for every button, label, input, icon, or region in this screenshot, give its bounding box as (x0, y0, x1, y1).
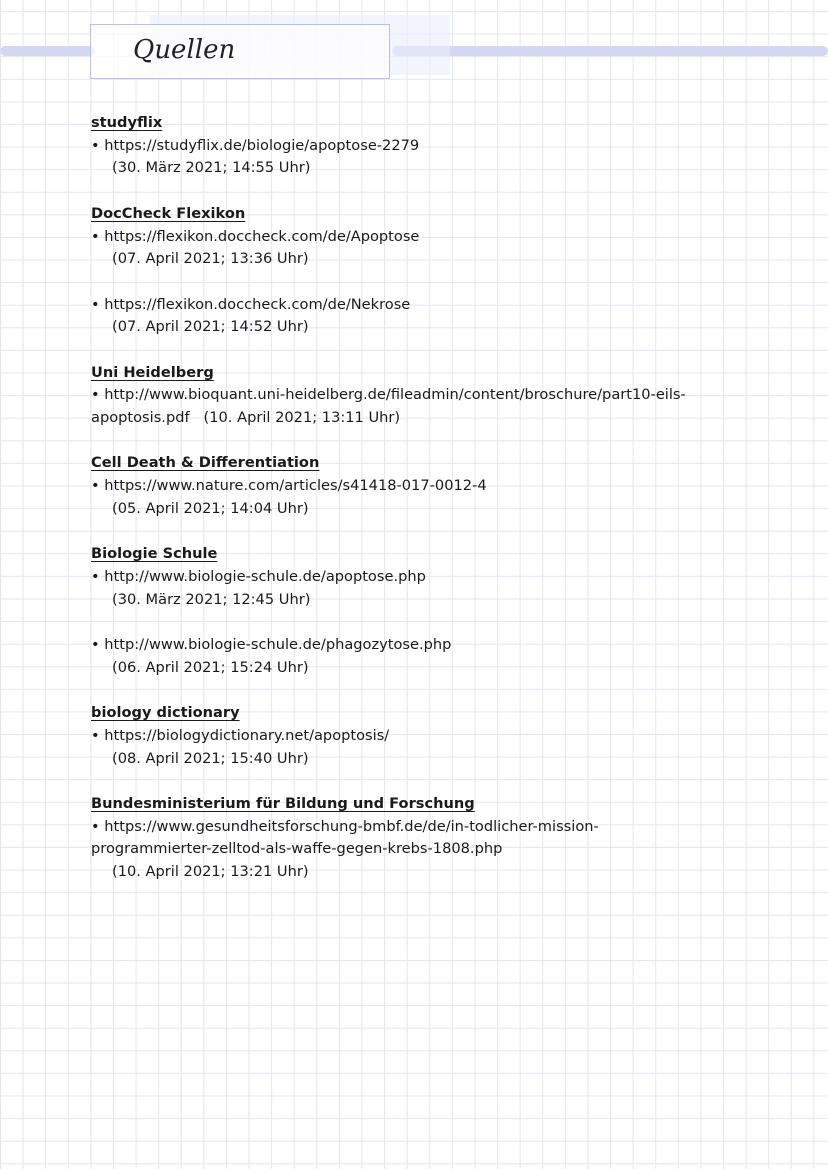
source-url[interactable]: • https://flexikon.doccheck.com/de/Apoptose (91, 226, 791, 249)
source-url-continued[interactable]: apoptosis.pdf (91, 409, 190, 427)
source-entry (91, 226, 791, 271)
header-band-right (392, 46, 828, 56)
source-url[interactable]: • https://www.nature.com/articles/s41418-017-0012-4 (91, 475, 791, 498)
source-heading: studyflix (91, 114, 163, 131)
source-section (91, 702, 791, 770)
source-entry (91, 634, 791, 679)
source-url[interactable]: • https://www.gesundheitsforschung-bmbf.de/de/in-todlicher-mission- (91, 816, 791, 839)
access-date: (05. April 2021; 14:04 Uhr) (112, 499, 309, 517)
access-date: (10. April 2021; 13:21 Uhr) (112, 863, 309, 881)
page-title: Quellen (133, 35, 236, 65)
source-url[interactable]: • https://studyflix.de/biologie/apoptose-2279 (91, 135, 791, 158)
source-url[interactable]: • https://flexikon.doccheck.com/de/Nekrose (91, 294, 791, 317)
access-date: (10. April 2021; 13:11 Uhr) (203, 409, 401, 427)
source-section (91, 362, 791, 430)
source-heading: biology dictionary (91, 704, 240, 722)
access-date: (30. März 2021; 14:55 Uhr) (112, 159, 311, 177)
source-heading: Uni Heidelberg (91, 363, 214, 381)
source-section (91, 112, 791, 180)
sources-list (91, 112, 791, 906)
source-heading: DocCheck Flexikon (91, 204, 246, 222)
access-date: (07. April 2021; 14:52 Uhr) (112, 318, 309, 336)
source-url-continued[interactable]: programmierter-zelltod-als-waffe-gegen-krebs-1808.php (91, 840, 503, 858)
title-box (90, 24, 390, 79)
source-heading: Biologie Schule (91, 545, 218, 563)
source-url[interactable]: • http://www.biologie-schule.de/phagozytose.php (91, 634, 791, 657)
source-url-continued-line[interactable] (91, 407, 791, 430)
source-entry (91, 384, 791, 429)
source-entry (91, 475, 791, 520)
access-date: (06. April 2021; 15:24 Uhr) (112, 658, 309, 676)
source-url[interactable]: • http://www.biologie-schule.de/apoptose.php (91, 566, 791, 589)
source-url-continued-line[interactable] (91, 838, 791, 861)
source-entry (91, 725, 791, 770)
access-date: (07. April 2021; 13:36 Uhr) (112, 250, 309, 268)
source-entry (91, 816, 791, 884)
source-heading: Bundesministerium für Bildung und Forschung (91, 794, 475, 812)
access-date: (08. April 2021; 15:40 Uhr) (112, 749, 309, 767)
source-entry (91, 566, 791, 611)
source-section (91, 452, 791, 520)
source-url[interactable]: • https://biologydictionary.net/apoptosis/ (91, 725, 791, 748)
source-section (91, 543, 791, 679)
access-date: (30. März 2021; 12:45 Uhr) (112, 590, 311, 608)
source-section (91, 793, 791, 884)
source-url[interactable]: • http://www.bioquant.uni-heidelberg.de/fileadmin/content/broschure/part10-eils- (91, 384, 791, 407)
source-heading: Cell Death & Differentiation (91, 454, 320, 472)
source-entry (91, 135, 791, 180)
header-band-left (0, 46, 95, 56)
source-entry (91, 294, 791, 339)
source-section (91, 203, 791, 339)
